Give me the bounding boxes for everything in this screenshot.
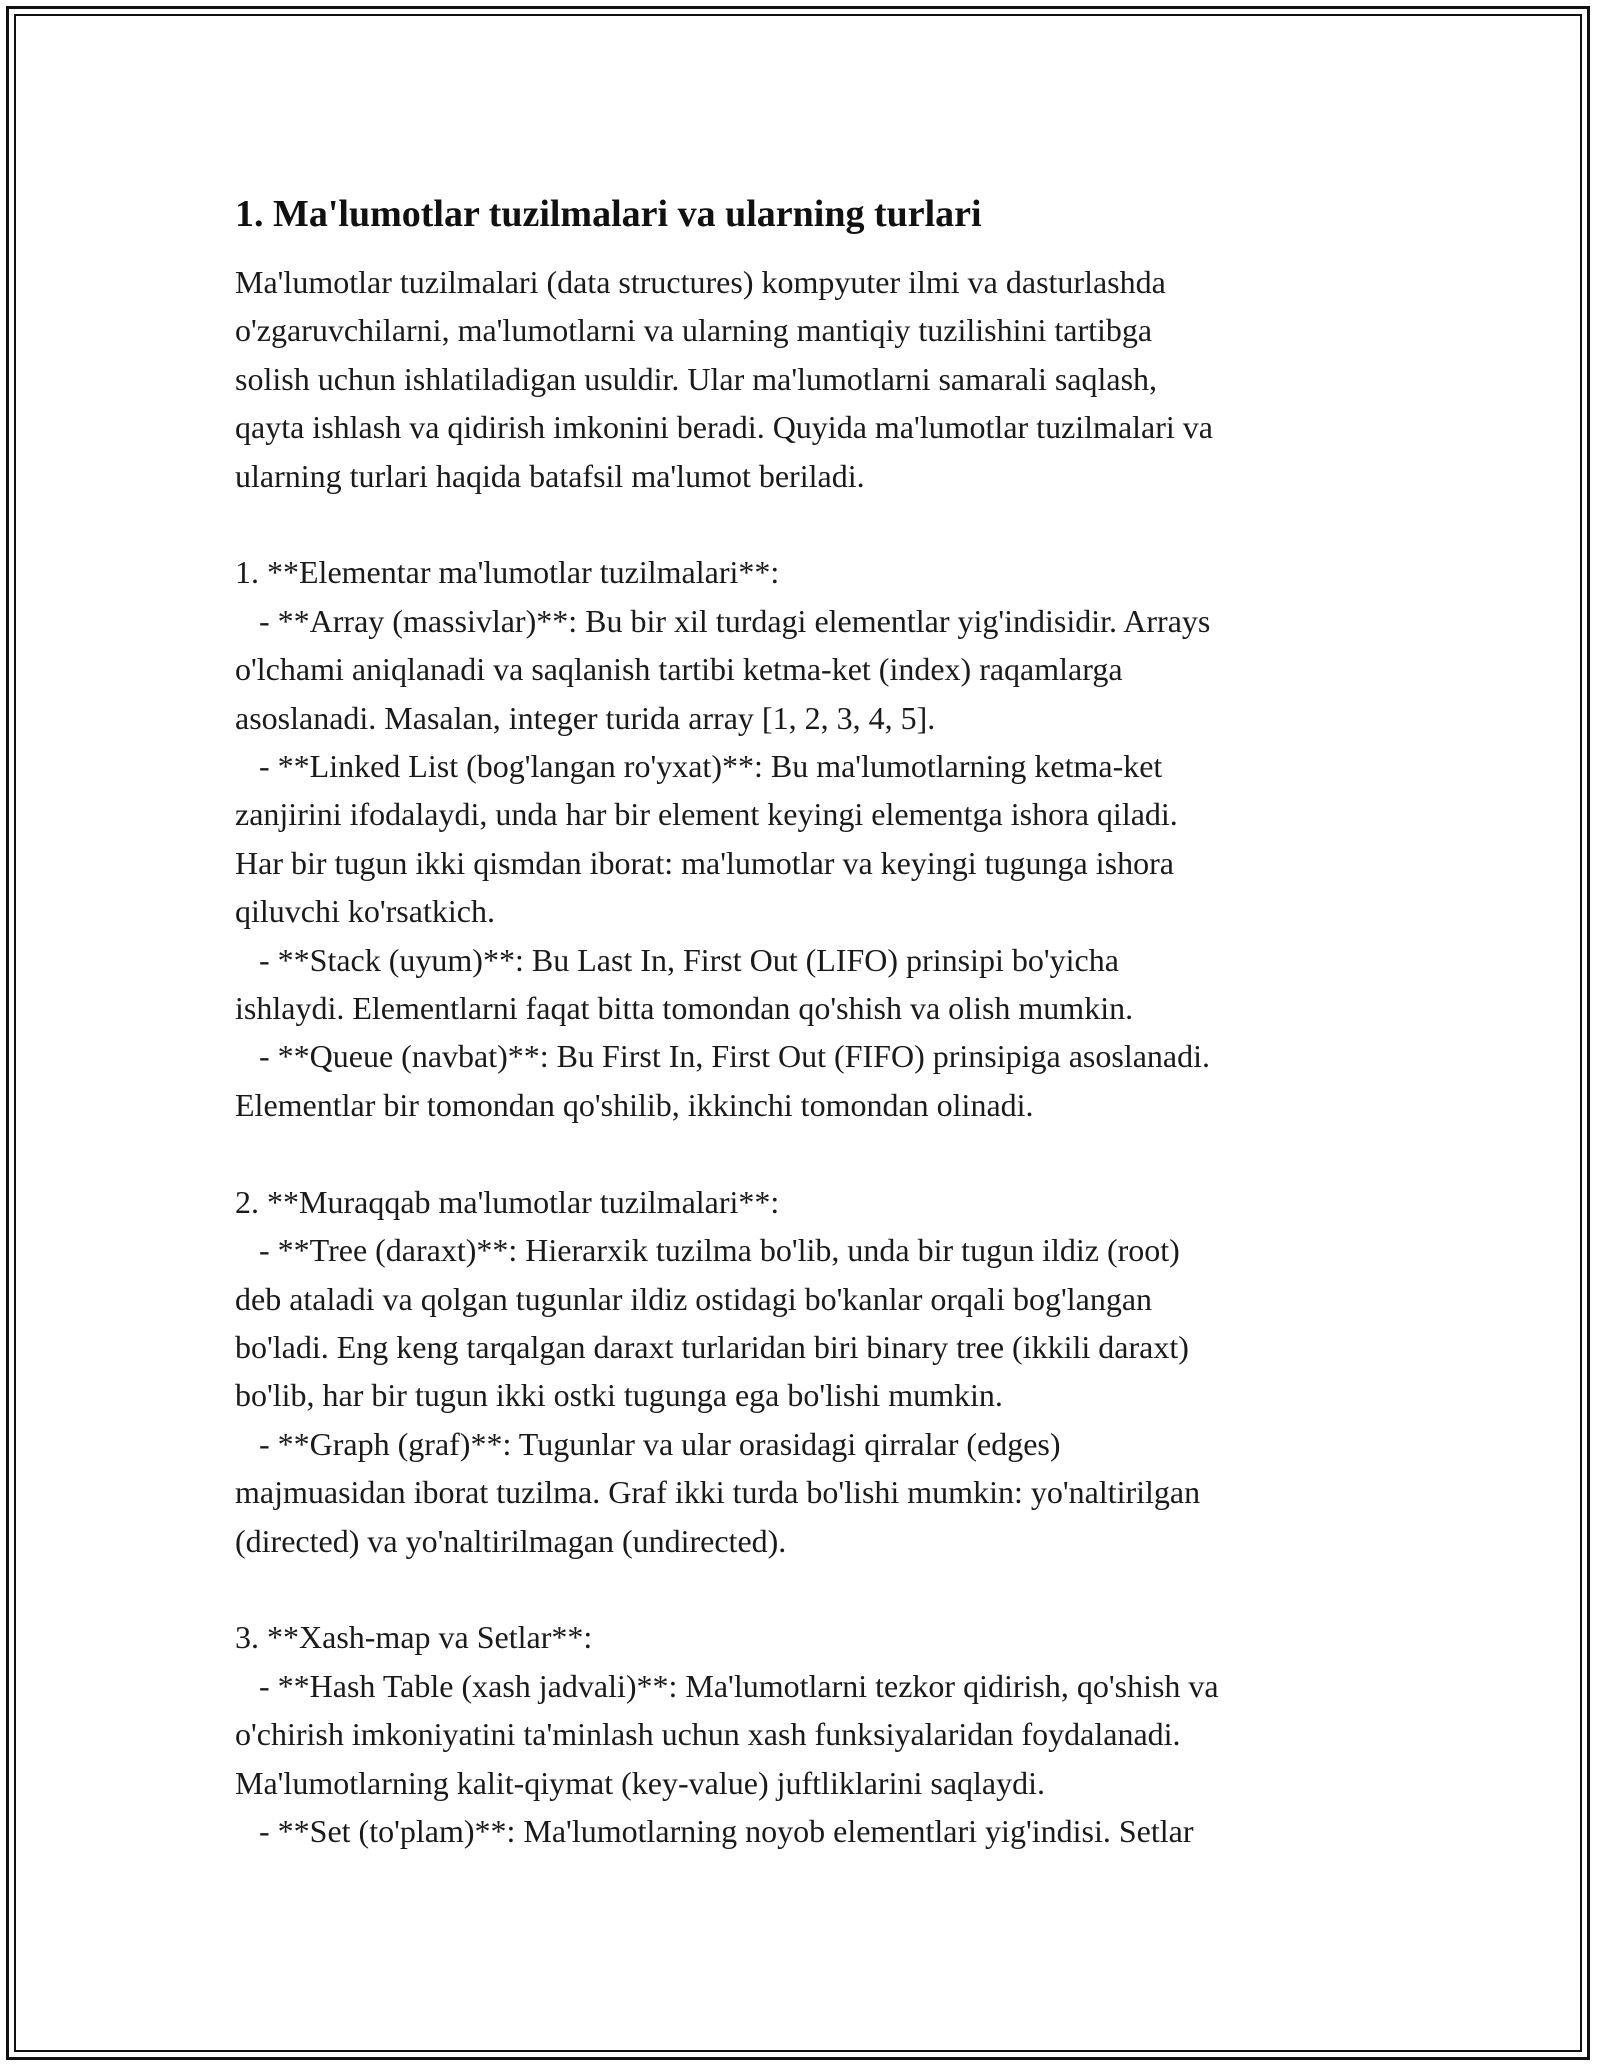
- text-line: - **Tree (daraxt)**: Hierarxik tuzilma bo'lib, unda bir tugun ildiz (root): [235, 1232, 1180, 1269]
- text-line: Har bir tugun ikki qismdan iborat: ma'lumotlar va keyingi tugunga ishora: [235, 844, 1174, 881]
- paragraph: [235, 1613, 1375, 1855]
- text-line: o'zgaruvchilarni, ma'lumotlarni va ularning mantiqiy tuzilishini tartibga: [235, 312, 1153, 349]
- text-line: Ma'lumotlarning kalit-qiymat (key-value) juftliklarini saqlaydi.: [235, 1764, 1045, 1801]
- text-line: deb ataladi va qolgan tugunlar ildiz ostidagi bo'kanlar orqali bog'langan: [235, 1280, 1153, 1317]
- text-line: 2. **Muraqqab ma'lumotlar tuzilmalari**:: [235, 1183, 780, 1220]
- text-line: Elementlar bir tomondan qo'shilib, ikkinchi tomondan olinadi.: [235, 1086, 1034, 1123]
- text-line: bo'lib, har bir tugun ikki ostki tugunga ega bo'lishi mumkin.: [235, 1377, 1003, 1414]
- text-line: - **Queue (navbat)**: Bu First In, First Out (FIFO) prinsipiga asoslanadi.: [235, 1038, 1210, 1075]
- text-line: bo'ladi. Eng keng tarqalgan daraxt turlaridan biri binary tree (ikkili daraxt): [235, 1328, 1189, 1365]
- text-line: o'lchami aniqlanadi va saqlanish tartibi ketma-ket (index) raqamlarga: [235, 651, 1123, 688]
- document-title: 1. Ma'lumotlar tuzilmalari va ularning turlari: [235, 193, 982, 235]
- text-line: - **Linked List (bog'langan ro'yxat)**: Bu ma'lumotlarning ketma-ket: [235, 748, 1163, 785]
- paragraph: [235, 548, 1375, 1129]
- text-line: qiluvchi ko'rsatkich.: [235, 893, 495, 930]
- text-line: ularning turlari haqida batafsil ma'lumot beriladi.: [235, 457, 865, 494]
- document-content: [235, 186, 1375, 1855]
- text-line: - **Stack (uyum)**: Bu Last In, First Out (LIFO) prinsipi bo'yicha: [235, 941, 1119, 978]
- paragraph: [235, 1178, 1375, 1565]
- text-line: zanjirini ifodalaydi, unda har bir element keyingi elementga ishora qiladi.: [235, 796, 1178, 833]
- text-line: - **Set (to'plam)**: Ma'lumotlarning noyob elementlari yig'indisi. Setlar: [235, 1812, 1194, 1849]
- text-line: (directed) va yo'naltirilmagan (undirected).: [235, 1522, 787, 1559]
- text-line: - **Array (massivlar)**: Bu bir xil turdagi elementlar yig'indisidir. Arrays: [235, 602, 1211, 639]
- text-line: 3. **Xash-map va Setlar**:: [235, 1619, 593, 1656]
- text-line: solish uchun ishlatiladigan usuldir. Ular ma'lumotlarni samarali saqlash,: [235, 360, 1158, 397]
- text-line: ishlaydi. Elementlarni faqat bitta tomondan qo'shish va olish mumkin.: [235, 990, 1134, 1027]
- text-line: qayta ishlash va qidirish imkonini beradi. Quyida ma'lumotlar tuzilmalari va: [235, 409, 1213, 446]
- text-line: asoslanadi. Masalan, integer turida array [1, 2, 3, 4, 5].: [235, 699, 936, 736]
- document-body: [235, 258, 1375, 1855]
- paragraph: [235, 258, 1375, 500]
- text-line: majmuasidan iborat tuzilma. Graf ikki turda bo'lishi mumkin: yo'naltirilgan: [235, 1474, 1201, 1511]
- text-line: Ma'lumotlar tuzilmalari (data structures) kompyuter ilmi va dasturlashda: [235, 264, 1166, 300]
- text-line: - **Hash Table (xash jadvali)**: Ma'lumotlarni tezkor qidirish, qo'shish va: [235, 1667, 1219, 1704]
- text-line: o'chirish imkoniyatini ta'minlash uchun xash funksiyalaridan foydalanadi.: [235, 1716, 1181, 1753]
- text-line: - **Graph (graf)**: Tugunlar va ular orasidagi qirralar (edges): [235, 1425, 1061, 1462]
- text-line: 1. **Elementar ma'lumotlar tuzilmalari**:: [235, 554, 780, 591]
